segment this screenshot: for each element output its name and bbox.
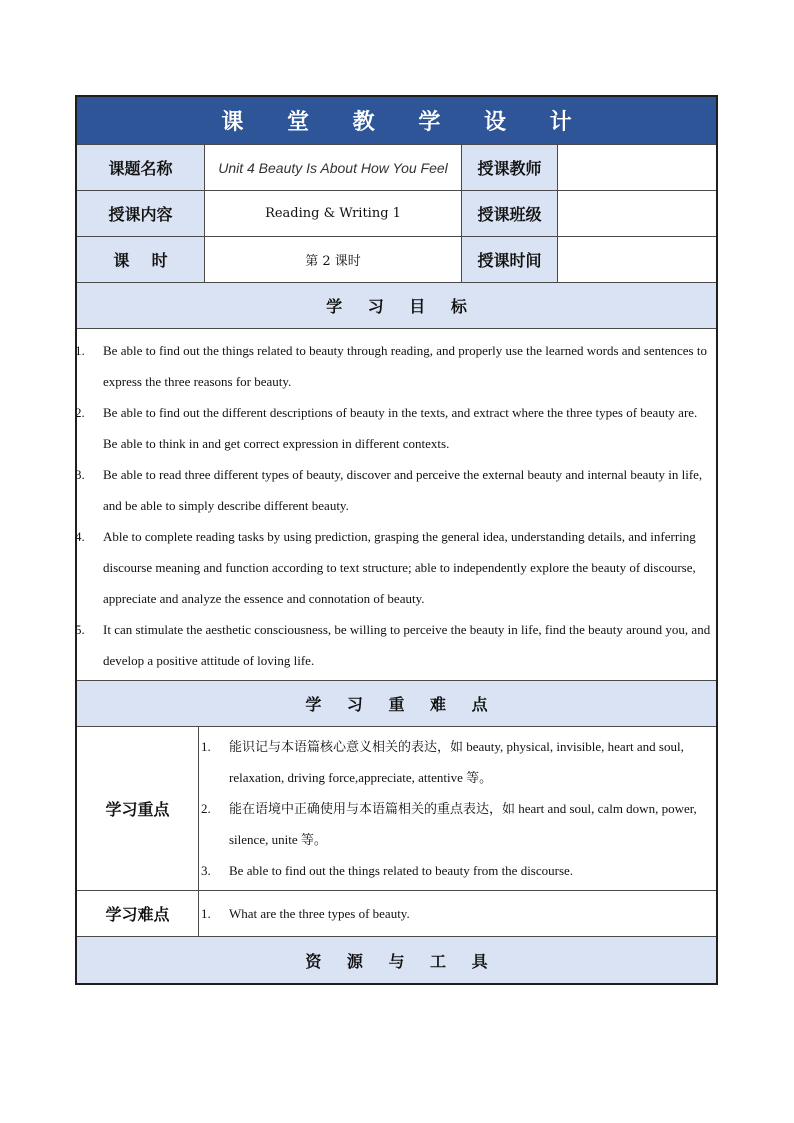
focus-row [77, 727, 716, 891]
content-value: Reading & Writing 1 [205, 191, 462, 236]
time-label: 授课时间 [462, 237, 558, 282]
list-item-number: 5. [75, 622, 85, 637]
content-label: 授课内容 [77, 191, 205, 236]
list-item-text: What are the three types of beauty. [229, 906, 410, 921]
difficulty-row [77, 891, 716, 937]
list-item-text: Able to complete reading tasks by using prediction, grasping the general idea, understanding details, and inferring discourse meaning and function according to text structure; able to independently explore the beauty of discourse, appreciate and analyze the essence and connotation of beauty. [103, 529, 696, 606]
list-item-text: Be able to read three different types of beauty, discover and perceive the external beauty and internal beauty in life, and be able to simply describe different beauty. [103, 467, 703, 513]
list-item [77, 397, 712, 459]
list-item-text: Be able to find out the things related to beauty through reading, and properly use the learned words and sentences to express the three reasons for beauty. [103, 343, 707, 389]
focus-list [201, 727, 716, 890]
list-item-text: Be able to find out the things related to beauty from the discourse. [229, 863, 574, 878]
list-item-number: 1. [75, 343, 85, 358]
page-title: 课 堂 教 学 设 计 [221, 110, 590, 135]
list-item-number: 1. [201, 906, 211, 921]
teacher-label: 授课教师 [462, 145, 558, 190]
resources-heading [77, 937, 716, 983]
focus-body [199, 727, 716, 890]
list-item [77, 521, 712, 614]
list-item-number: 3. [75, 467, 85, 482]
list-item [201, 898, 410, 929]
objectives-heading [77, 283, 716, 329]
list-item-number: 2. [75, 405, 85, 420]
info-row-period [77, 237, 716, 283]
teacher-value [558, 145, 716, 190]
info-row-topic [77, 145, 716, 191]
difficulty-body [199, 891, 716, 936]
topic-value: Unit 4 Beauty Is About How You Feel [205, 145, 462, 190]
difficulty-list [201, 898, 410, 929]
period-value: 第 2 课时 [205, 237, 462, 282]
list-item [201, 793, 716, 855]
period-label: 课 时 [77, 237, 205, 282]
list-item-text: It can stimulate the aesthetic consciousness, be willing to perceive the beauty in life, find the beauty around you, and develop a positive attitude of loving life. [103, 622, 711, 668]
list-item [77, 459, 712, 521]
class-label: 授课班级 [462, 191, 558, 236]
lesson-plan-table [75, 95, 718, 985]
list-item-text: 能在语境中正确使用与本语篇相关的重点表达，如 heart and soul, calm down, power, silence, unite 等。 [229, 801, 697, 847]
info-row-content [77, 191, 716, 237]
list-item [77, 614, 712, 676]
difficulty-label: 学习难点 [77, 891, 199, 936]
objectives-list [77, 329, 716, 680]
list-item [77, 335, 712, 397]
list-item-number: 2. [201, 801, 211, 816]
objectives-body [77, 329, 716, 681]
list-item [201, 855, 716, 886]
key-points-heading-text: 学 习 重 难 点 [305, 695, 498, 714]
objectives-heading-text: 学 习 目 标 [326, 297, 477, 316]
list-item [201, 731, 716, 793]
key-points-heading [77, 681, 716, 727]
title-bar [77, 97, 716, 145]
resources-heading-text: 资 源 与 工 具 [305, 951, 498, 971]
focus-label: 学习重点 [77, 727, 199, 890]
list-item-text: 能识记与本语篇核心意义相关的表达，如 beauty, physical, invisible, heart and soul, relaxation, driving force,appreciate, attentive 等。 [229, 739, 684, 785]
list-item-number: 4. [75, 529, 85, 544]
list-item-text: Be able to find out the different descriptions of beauty in the texts, and extract where the three types of beauty are. Be able to think in and get correct expression in different contexts. [103, 405, 698, 451]
class-value [558, 191, 716, 236]
list-item-number: 1. [201, 739, 211, 754]
list-item-number: 3. [201, 863, 211, 878]
topic-label: 课题名称 [77, 145, 205, 190]
time-value [558, 237, 716, 282]
